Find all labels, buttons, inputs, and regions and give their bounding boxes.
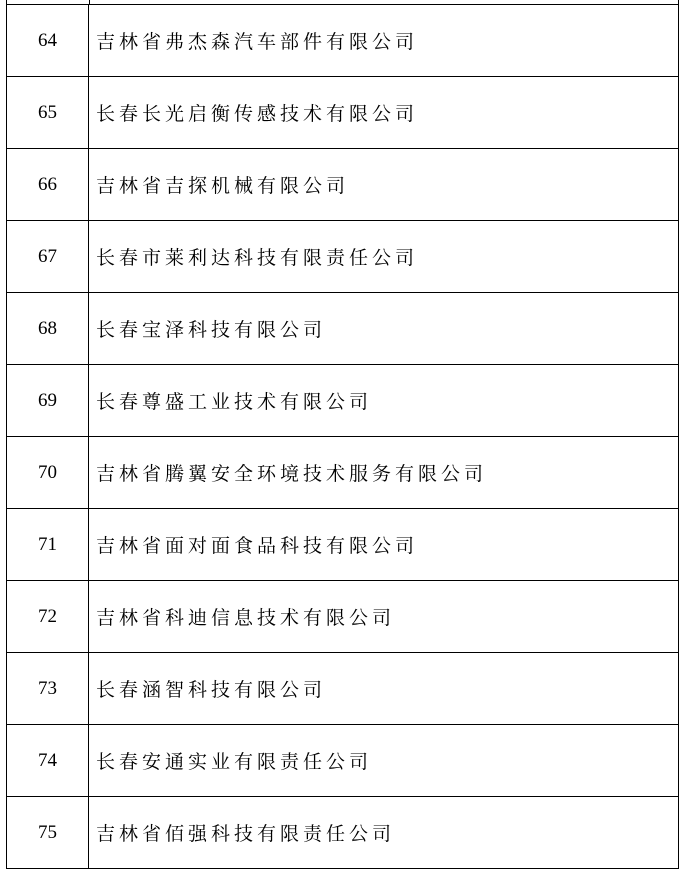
- company-name: 吉林省佰强科技有限责任公司: [89, 797, 679, 869]
- company-name: 吉林省弗杰森汽车部件有限公司: [89, 5, 679, 77]
- table-row: [7, 293, 679, 365]
- company-name: 长春尊盛工业技术有限公司: [89, 365, 679, 437]
- company-name: 长春宝泽科技有限公司: [89, 293, 679, 365]
- table-row: [7, 437, 679, 509]
- table-row: [7, 725, 679, 797]
- row-number: 64: [7, 5, 89, 77]
- company-name: 长春涵智科技有限公司: [89, 653, 679, 725]
- company-name: 长春市莱利达科技有限责任公司: [89, 221, 679, 293]
- row-number: 72: [7, 581, 89, 653]
- table-body: [7, 5, 679, 869]
- row-number: 69: [7, 365, 89, 437]
- row-number: 74: [7, 725, 89, 797]
- company-name: 吉林省吉探机械有限公司: [89, 149, 679, 221]
- table-row: [7, 797, 679, 869]
- table-row: [7, 149, 679, 221]
- table-row: [7, 77, 679, 149]
- table-row: [7, 509, 679, 581]
- table-row: [7, 581, 679, 653]
- table-row: [7, 5, 679, 77]
- company-name: 吉林省腾翼安全环境技术服务有限公司: [89, 437, 679, 509]
- company-name: 长春长光启衡传感技术有限公司: [89, 77, 679, 149]
- row-number: 70: [7, 437, 89, 509]
- row-number: 71: [7, 509, 89, 581]
- table-row: [7, 221, 679, 293]
- company-name: 长春安通实业有限责任公司: [89, 725, 679, 797]
- table-row: [7, 653, 679, 725]
- row-number: 67: [7, 221, 89, 293]
- company-name: 吉林省科迪信息技术有限公司: [89, 581, 679, 653]
- company-name: 吉林省面对面食品科技有限公司: [89, 509, 679, 581]
- table-row: [7, 365, 679, 437]
- row-number: 73: [7, 653, 89, 725]
- company-list-table: [6, 4, 679, 869]
- row-number: 68: [7, 293, 89, 365]
- row-number: 75: [7, 797, 89, 869]
- row-number: 66: [7, 149, 89, 221]
- row-number: 65: [7, 77, 89, 149]
